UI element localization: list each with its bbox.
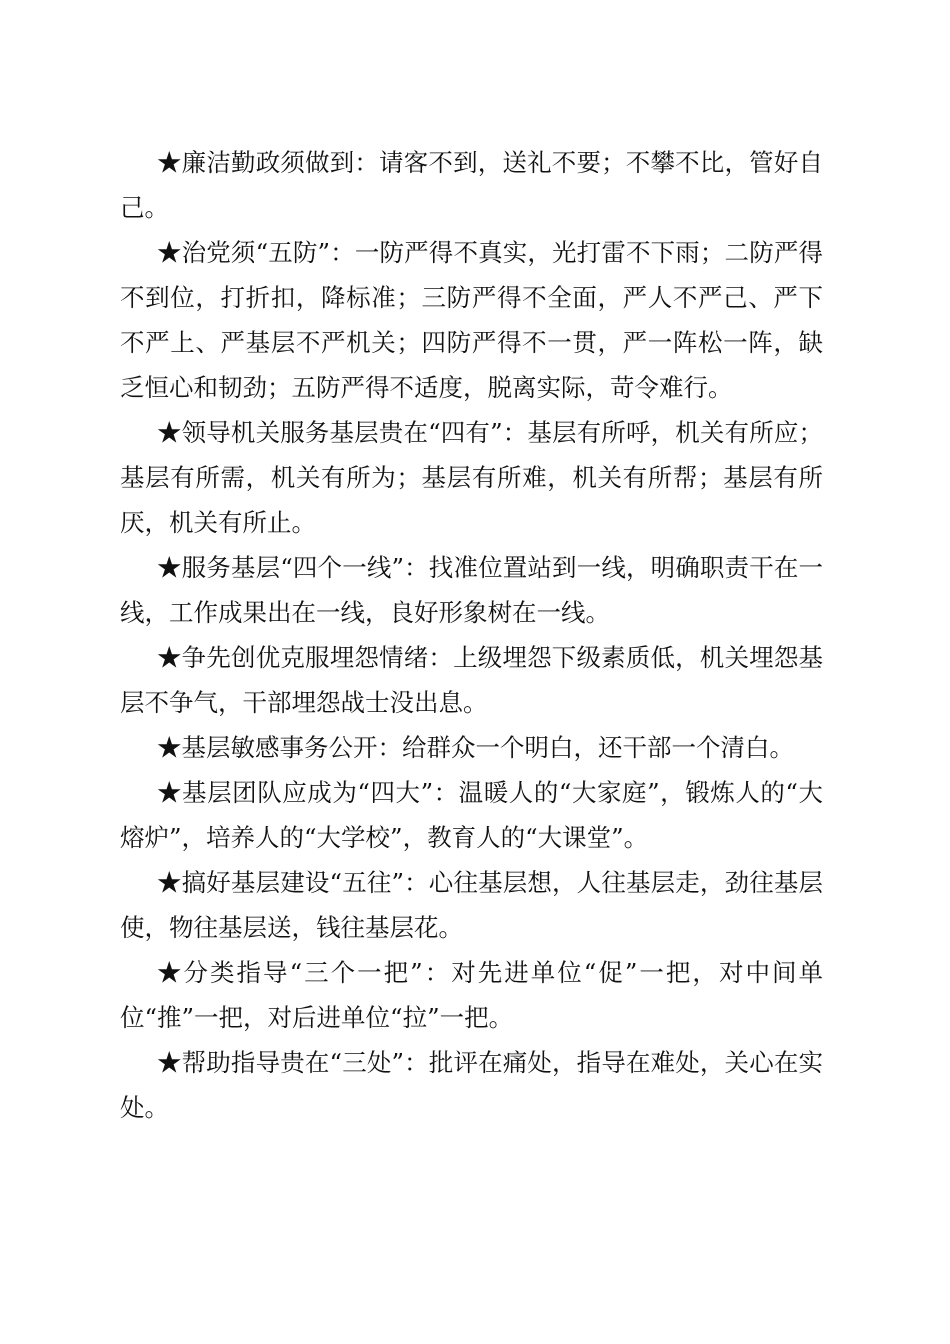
paragraph-three-pushes: ★分类指导“三个一把”：对先进单位“促”一把，对中间单位“推”一把，对后进单位“拉”一把。: [120, 958, 823, 1032]
paragraph-three-places: ★帮助指导贵在“三处”：批评在痛处，指导在难处，关心在实处。: [120, 1048, 823, 1122]
paragraph-integrity: ★廉洁勤政须做到：请客不到，送礼不要；不攀不比，管好自己。: [120, 148, 823, 222]
paragraph-five-guards: ★治党须“五防”：一防严得不真实，光打雷不下雨；二防严得不到位，打折扣，降标准；三防严得不全面，严人不严己、严下不严上、严基层不严机关；四防严得不一贯，严一阵松一阵，缺乏恒心和韧劲；五防严得不适度，脱离实际，苛令难行。: [120, 238, 823, 402]
document-body: [120, 140, 823, 1130]
paragraph-four-haves: ★领导机关服务基层贵在“四有”：基层有所呼，机关有所应；基层有所需，机关有所为；基层有所难，机关有所帮；基层有所厌，机关有所止。: [120, 418, 823, 537]
paragraph-four-bigs: ★基层团队应成为“四大”：温暖人的“大家庭”，锻炼人的“大熔炉”，培养人的“大学校”，教育人的“大课堂”。: [120, 778, 823, 852]
paragraph-transparency: ★基层敏感事务公开：给群众一个明白，还干部一个清白。: [157, 733, 794, 762]
paragraph-four-frontlines: ★服务基层“四个一线”：找准位置站到一线，明确职责干在一线，工作成果出在一线，良好形象树在一线。: [120, 553, 823, 627]
paragraph-overcome-complaints: ★争先创优克服埋怨情绪：上级埋怨下级素质低，机关埋怨基层不争气，干部埋怨战士没出息。: [120, 643, 823, 717]
paragraph-five-towards: ★搞好基层建设“五往”：心往基层想，人往基层走，劲往基层使，物往基层送，钱往基层花。: [120, 868, 823, 942]
